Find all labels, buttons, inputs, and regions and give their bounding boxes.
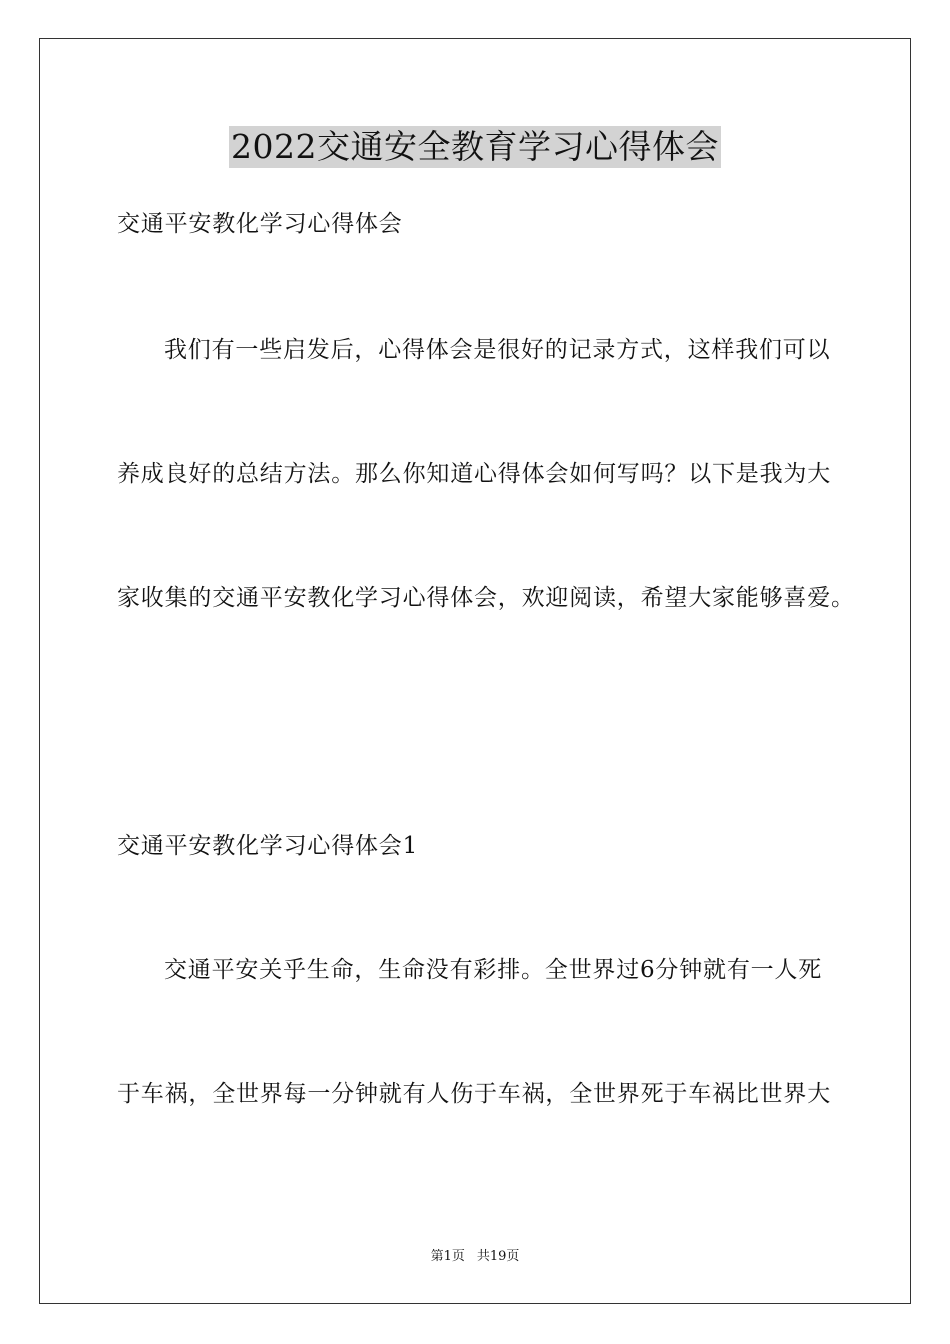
title-container (0, 126, 950, 168)
page-footer (0, 1249, 950, 1265)
intro-line-2: 养成良好的总结方法。那么你知道心得体会如何写吗？以下是我为大 (117, 461, 831, 487)
intro-line-1: 我们有一些启发后，心得体会是很好的记录方式，这样我们可以 (164, 337, 831, 363)
intro-line-3: 家收集的交通平安教化学习心得体会，欢迎阅读，希望大家能够喜爱。 (117, 585, 855, 611)
section-line-2: 于车祸，全世界每一分钟就有人伤于车祸，全世界死于车祸比世界大 (117, 1081, 831, 1107)
section-line-1: 交通平安关乎生命，生命没有彩排。全世界过6分钟就有一人死 (164, 957, 823, 983)
page-total: 共19页 (476, 1249, 520, 1264)
section-heading: 交通平安教化学习心得体会1 (117, 833, 419, 859)
document-subtitle: 交通平安教化学习心得体会 (117, 211, 403, 237)
page-number: 第1页 (430, 1249, 465, 1264)
document-title: 2022交通安全教育学习心得体会 (231, 127, 719, 166)
